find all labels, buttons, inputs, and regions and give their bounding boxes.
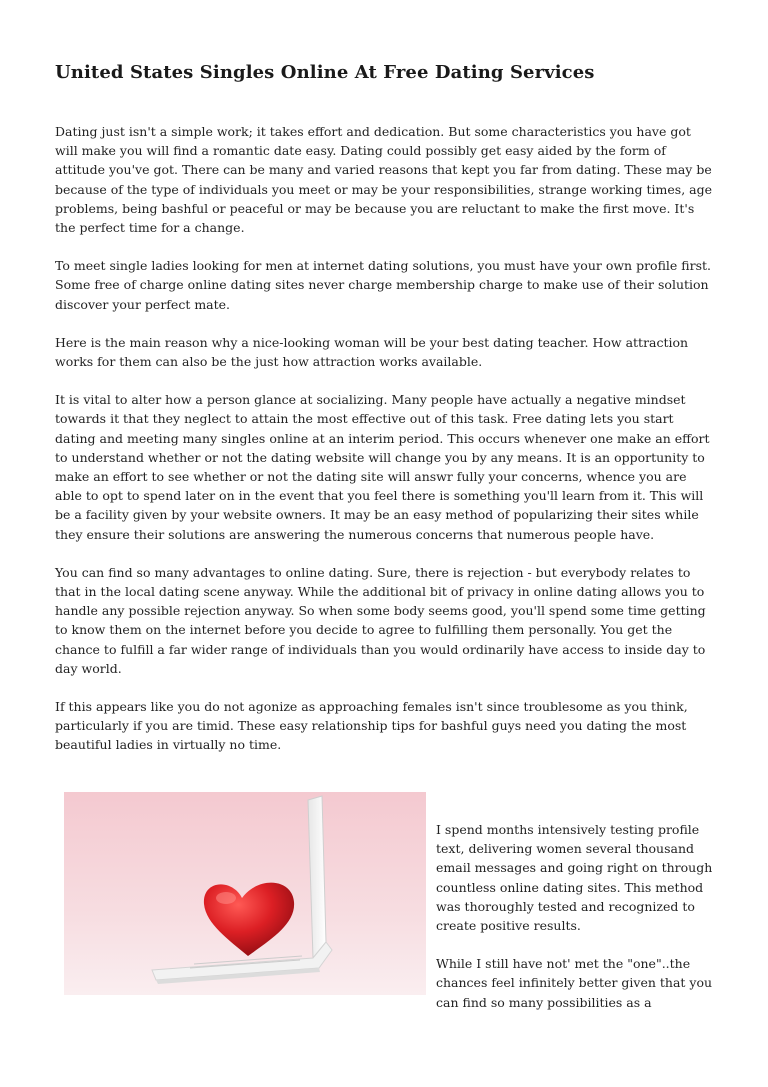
article-body	[55, 122, 717, 774]
paragraph: If this appears like you do not agonize as approaching females isn't since troublesome as you think, particularly if you are timid. These easy relationship tips for bashful guys need you dating the most beautiful ladies in virtually no time.	[55, 699, 688, 753]
side-paragraph: I spend months intensively testing profile text, delivering women several thousand email messages and going right on through countless online dating sites. This method was thoroughly tested and recognized to create positive results.	[436, 822, 713, 934]
paragraph: You can find so many advantages to online dating. Sure, there is rejection - but everybody relates to that in the local dating scene anyway. While the additional bit of privacy in online dating allows you to handle any possible rejection anyway. So when some body seems good, you'll spend some time getting to know them on the internet before you decide to agree to fulfilling them personally. You get the chance to fulfill a far wider range of individuals than you would ordinarily have access to inside day to day world.	[55, 564, 706, 676]
paragraph: Dating just isn't a simple work; it takes effort and dedication. But some characteristics you have got will make you will find a romantic date easy. Dating could possibly get easy aided by the form of attitude you've got. There can be many and varied reasons that kept you far from dating. These may be because of the type of individuals you meet or may be your responsibilities, strange working times, age problems, being bashful or peaceful or may be because you are reluctant to make the first move. It's the perfect time for a change.	[55, 124, 712, 236]
page-title: United States Singles Online At Free Dating Services	[55, 62, 595, 83]
laptop-heart-photo	[64, 792, 426, 995]
side-paragraph: While I still have not' met the "one"..the chances feel infinitely better given that you can find so many possibilities as a	[436, 956, 713, 1010]
paragraph: To meet single ladies looking for men at internet dating solutions, you must have your own profile first. Some free of charge online dating sites never charge membership charge to make use of their solution discover your perfect mate.	[55, 258, 712, 312]
paragraph: Here is the main reason why a nice-looking woman will be your best dating teacher. How attraction works for them can also be the just how attraction works available.	[55, 334, 689, 370]
side-column	[436, 820, 716, 1031]
paragraph: It is vital to alter how a person glance at socializing. Many people have actually a negative mindset towards it that they neglect to attain the most effective out of this task. Free dating lets you start dating and meeting many singles online at an interim period. This occurs whenever one make an effort to understand whether or not the dating website will change you by any means. It is an opportunity to make an effort to see whether or not the dating site will answr fully your concerns, whence you are able to opt to spend later on in the event that you feel there is something you'll learn from it. This will be a facility given by your website owners. It may be an easy method of popularizing their sites while they ensure their solutions are answering the numerous concerns that numerous people have.	[55, 392, 710, 542]
